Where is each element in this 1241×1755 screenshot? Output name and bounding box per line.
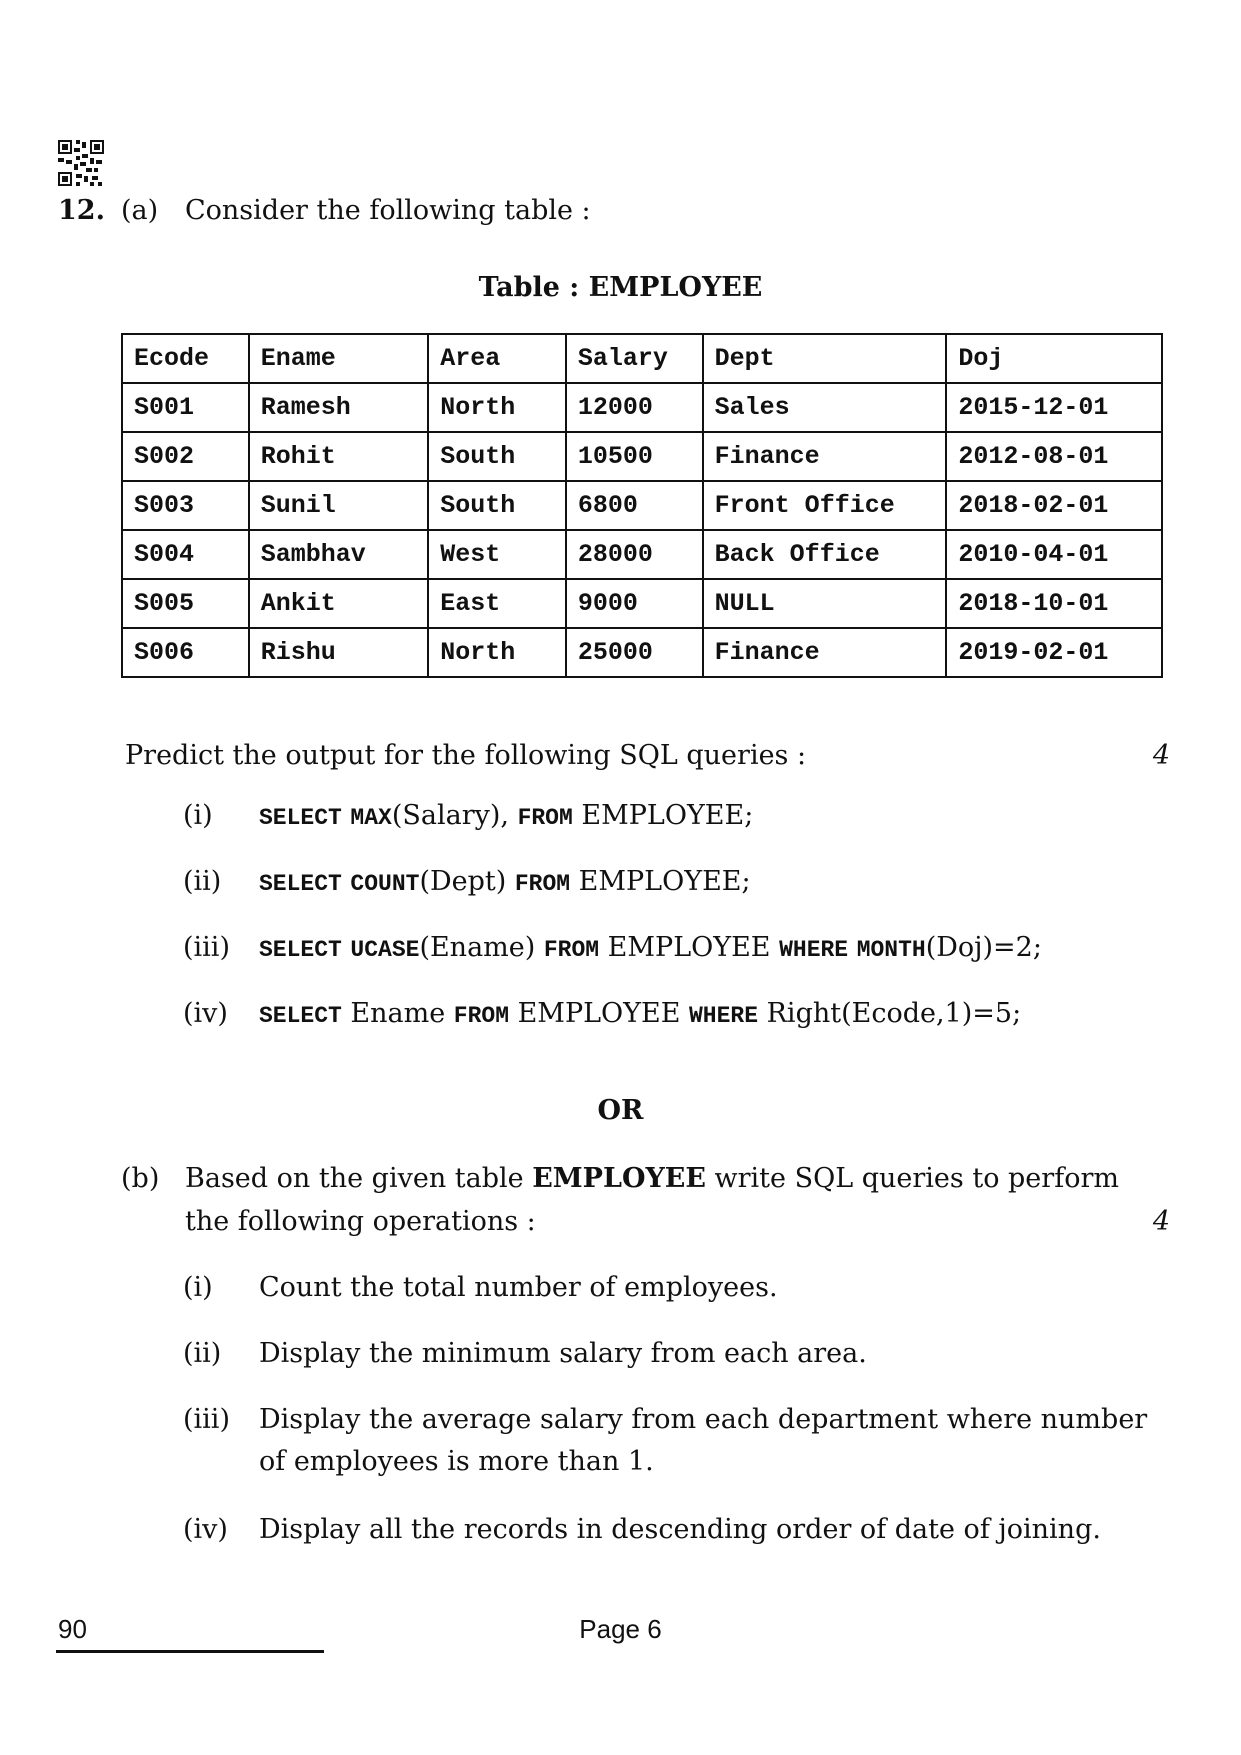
sql-text: (Salary), — [391, 800, 518, 831]
table-row — [122, 383, 1162, 432]
sql-query — [259, 866, 751, 897]
table-cell: 10500 — [566, 432, 703, 481]
question-number: 12. — [58, 195, 105, 226]
table-cell: S002 — [122, 432, 249, 481]
operation-text: Display all the records in descending order of date of joining. — [259, 1514, 1101, 1545]
table-cell: S004 — [122, 530, 249, 579]
table-cell: Sambhav — [249, 530, 429, 579]
sql-keyword: FROM — [514, 871, 571, 897]
operation-text: Display the minimum salary from each area. — [259, 1338, 867, 1369]
table-row — [122, 530, 1162, 579]
table-cell: Ramesh — [249, 383, 429, 432]
table-cell: 9000 — [566, 579, 703, 628]
table-cell: North — [428, 628, 566, 677]
operation-text: Display the average salary from each department where number — [259, 1404, 1148, 1435]
sql-query — [259, 998, 1021, 1029]
sql-keyword: UCASE — [350, 937, 420, 963]
table-cell: Rishu — [249, 628, 429, 677]
table-cell: 12000 — [566, 383, 703, 432]
sql-keyword: FROM — [543, 937, 600, 963]
query-number: (iv) — [183, 998, 228, 1029]
operation-number: (ii) — [183, 1338, 222, 1369]
part-b-intro-pre: Based on the given table — [185, 1163, 533, 1194]
or-separator: OR — [597, 1095, 644, 1126]
qr-code-icon — [58, 140, 104, 186]
sql-keyword: FROM — [517, 805, 573, 831]
table-header-cell: Ecode — [122, 334, 249, 383]
table-header-cell: Ename — [249, 334, 429, 383]
table-cell: 2018-02-01 — [946, 481, 1162, 530]
sql-keyword: SELECT — [259, 1003, 342, 1029]
table-cell: 2018-10-01 — [946, 579, 1162, 628]
sql-keyword: COUNT — [350, 871, 420, 897]
table-cell: Ankit — [249, 579, 429, 628]
part-b-marks: 4 — [1152, 1206, 1170, 1237]
operation-text: Count the total number of employees. — [259, 1272, 778, 1303]
table-cell: Finance — [703, 432, 947, 481]
sql-text: EMPLOYEE — [509, 998, 689, 1029]
operation-number: (i) — [183, 1272, 213, 1303]
employee-table — [121, 333, 1163, 678]
part-b-label: (b) — [121, 1163, 160, 1194]
part-a-marks: 4 — [1152, 740, 1170, 771]
sql-keyword: FROM — [453, 1003, 509, 1029]
sql-keyword: SELECT — [259, 805, 342, 831]
sql-text: EMPLOYEE — [599, 932, 780, 963]
sql-query — [259, 800, 753, 831]
operation-number: (iv) — [183, 1514, 228, 1545]
table-cell: 25000 — [566, 628, 703, 677]
table-cell: S003 — [122, 481, 249, 530]
table-cell: Back Office — [703, 530, 947, 579]
part-b-intro-line2: the following operations : — [185, 1206, 536, 1237]
table-cell: West — [428, 530, 566, 579]
table-cell: South — [428, 481, 566, 530]
part-b-intro-post: write SQL queries to perform — [705, 1163, 1119, 1194]
table-cell: Sunil — [249, 481, 429, 530]
table-cell: North — [428, 383, 566, 432]
sql-text: Ename — [341, 998, 454, 1029]
sql-keyword: SELECT — [259, 937, 342, 963]
table-cell: Finance — [703, 628, 947, 677]
table-header-cell: Area — [428, 334, 566, 383]
operation-text: of employees is more than 1. — [259, 1446, 654, 1477]
sql-keyword: WHERE — [779, 937, 849, 963]
sql-text — [848, 932, 857, 963]
table-cell: Rohit — [249, 432, 429, 481]
table-row — [122, 579, 1162, 628]
sql-text: (Dept) — [419, 866, 515, 897]
table-row — [122, 432, 1162, 481]
table-cell: 2019-02-01 — [946, 628, 1162, 677]
table-cell: Front Office — [703, 481, 947, 530]
sql-text: EMPLOYEE; — [572, 800, 754, 831]
table-cell: Sales — [703, 383, 947, 432]
table-title: Table : EMPLOYEE — [478, 272, 763, 303]
table-header-row — [122, 334, 1162, 383]
table-cell: 2010-04-01 — [946, 530, 1162, 579]
sql-keyword: MONTH — [856, 937, 926, 963]
table-cell: S006 — [122, 628, 249, 677]
footer-rule — [56, 1650, 324, 1653]
table-cell: 2015-12-01 — [946, 383, 1162, 432]
operation-number: (iii) — [183, 1404, 230, 1435]
sql-text: (Ename) — [419, 932, 544, 963]
sql-text: (Doj)=2; — [925, 932, 1042, 963]
table-cell: NULL — [703, 579, 947, 628]
table-header-cell: Doj — [946, 334, 1162, 383]
sql-text: Right(Ecode,1)=5; — [758, 998, 1022, 1029]
sql-query — [259, 932, 1042, 963]
table-row — [122, 481, 1162, 530]
part-a-intro: Consider the following table : — [185, 195, 591, 226]
table-cell: S001 — [122, 383, 249, 432]
part-b-intro-bold: EMPLOYEE — [532, 1163, 706, 1194]
part-a-prompt: Predict the output for the following SQL queries : — [125, 740, 807, 771]
sql-keyword: MAX — [350, 805, 392, 831]
query-number: (i) — [183, 800, 213, 831]
sql-keyword: SELECT — [259, 871, 342, 897]
table-cell: S005 — [122, 579, 249, 628]
sql-text: EMPLOYEE; — [570, 866, 751, 897]
table-cell: 6800 — [566, 481, 703, 530]
table-cell: East — [428, 579, 566, 628]
table-cell: 2012-08-01 — [946, 432, 1162, 481]
table-cell: 28000 — [566, 530, 703, 579]
table-cell: South — [428, 432, 566, 481]
query-number: (iii) — [183, 932, 230, 963]
footer-code: 90 — [58, 1614, 87, 1644]
query-number: (ii) — [183, 866, 222, 897]
part-b-intro — [185, 1163, 1119, 1194]
table-header-cell: Salary — [566, 334, 703, 383]
sql-keyword: WHERE — [689, 1003, 759, 1029]
table-header-cell: Dept — [703, 334, 947, 383]
table-row — [122, 628, 1162, 677]
footer-page-number: Page 6 — [579, 1614, 662, 1644]
part-a-label: (a) — [121, 195, 159, 226]
